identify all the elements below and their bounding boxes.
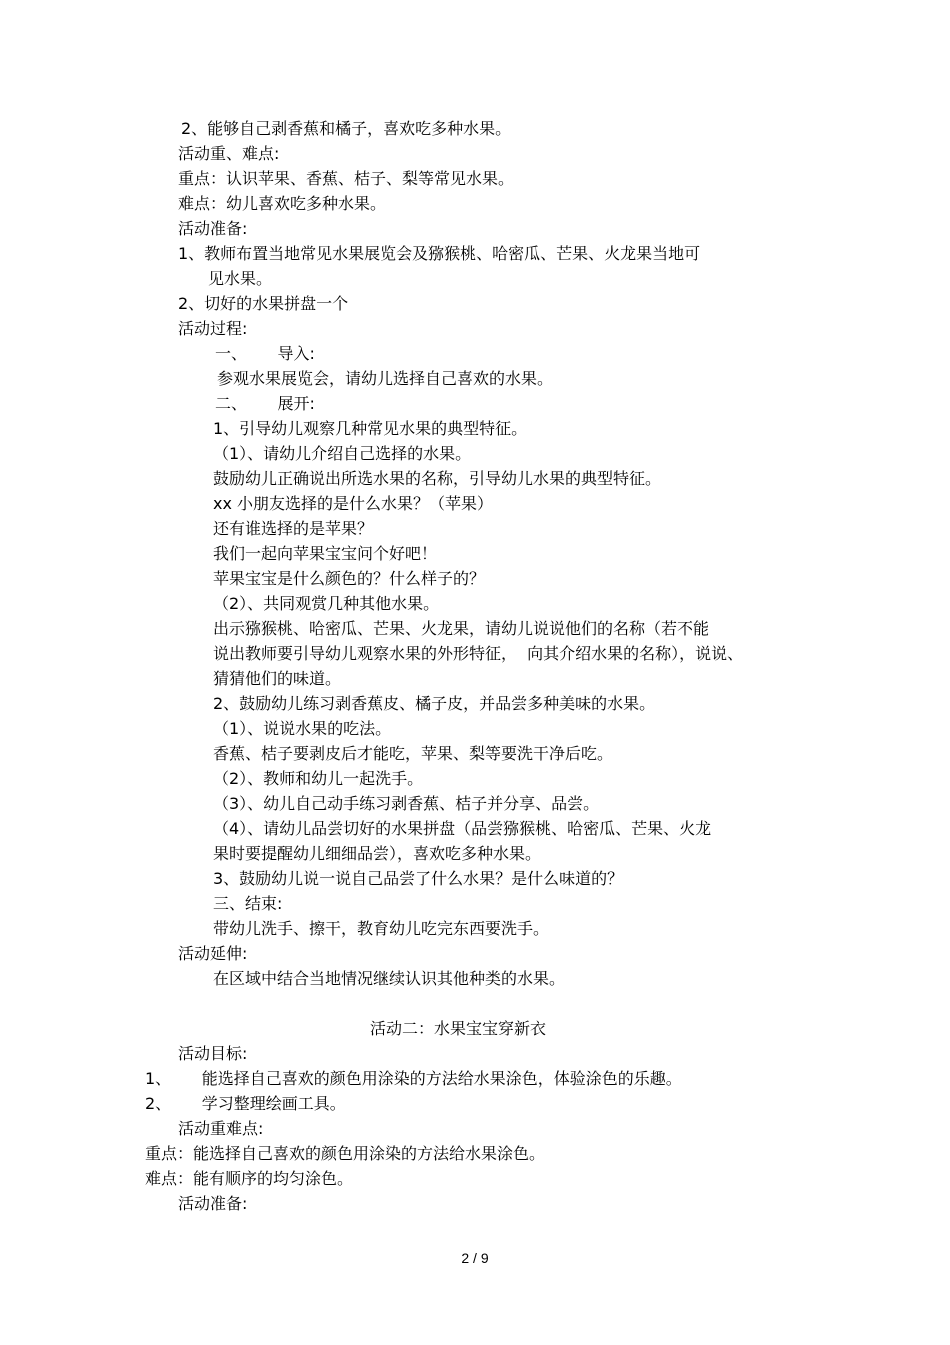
develop-step-2-2: （2）、教师和幼儿一起洗手。 <box>213 769 424 788</box>
section-develop: 二、 展开: <box>215 394 315 413</box>
extension-text: 在区域中结合当地情况继续认识其他种类的水果。 <box>213 969 566 988</box>
prep-line-2: 2、切好的水果拼盘一个 <box>178 294 349 313</box>
page-number: 2 / 9 <box>461 1250 489 1266</box>
prep-line-1-cont: 见水果。 <box>208 269 273 288</box>
heading-process: 活动过程: <box>178 319 248 338</box>
develop-step-1: 1、引导幼儿观察几种常见水果的典型特征。 <box>213 419 528 438</box>
goal-item-2: 2、 学习整理绘画工具。 <box>145 1094 346 1113</box>
heading-preparation-2: 活动准备: <box>178 1194 248 1213</box>
heading-key-points: 活动重、难点: <box>178 144 280 163</box>
develop-step-1-1: （1）、请幼儿介绍自己选择的水果。 <box>213 444 472 463</box>
develop-text-1: 鼓励幼儿正确说出所选水果的名称，引导幼儿水果的典型特征。 <box>213 469 662 488</box>
develop-step-2-4: （4）、请幼儿品尝切好的水果拼盘（品尝猕猴桃、哈密瓜、芒果、火龙 <box>213 819 712 838</box>
develop-step-2-1: （1）、说说水果的吃法。 <box>213 719 392 738</box>
develop-text-4: 我们一起向苹果宝宝问个好吧！ <box>213 544 438 563</box>
heading-goals: 活动目标: <box>178 1044 248 1063</box>
develop-text-9: 香蕉、桔子要剥皮后才能吃，苹果、梨等要洗干净后吃。 <box>213 744 614 763</box>
difficulty-line: 难点：幼儿喜欢吃多种水果。 <box>178 194 387 213</box>
activity-two-title: 活动二：水果宝宝穿新衣 <box>370 1019 547 1038</box>
develop-step-3: 3、鼓励幼儿说一说自己品尝了什么水果？是什么味道的？ <box>213 869 624 888</box>
develop-text-2: xx 小朋友选择的是什么水果？（苹果） <box>213 494 494 513</box>
develop-text-10: 果时要提醒幼儿细细品尝），喜欢吃多种水果。 <box>213 844 542 863</box>
heading-extension: 活动延伸: <box>178 944 248 963</box>
key-point-line: 重点：认识苹果、香蕉、桔子、梨等常见水果。 <box>178 169 515 188</box>
develop-step-1-2: （2）、共同观赏几种其他水果。 <box>213 594 440 613</box>
develop-text-6: 出示猕猴桃、哈密瓜、芒果、火龙果，请幼儿说说他们的名称（若不能 <box>213 619 710 638</box>
goal-line-2: 2、能够自己剥香蕉和橘子，喜欢吃多种水果。 <box>181 119 512 138</box>
develop-text-8: 猜猜他们的味道。 <box>213 669 342 688</box>
intro-text: 参观水果展览会，请幼儿选择自己喜欢的水果。 <box>217 369 554 388</box>
section-intro: 一、 导入: <box>215 344 315 363</box>
develop-step-2: 2、鼓励幼儿练习剥香蕉皮、橘子皮，并品尝多种美味的水果。 <box>213 694 656 713</box>
key-point-2: 重点：能选择自己喜欢的颜色用涂染的方法给水果涂色。 <box>145 1144 546 1163</box>
develop-text-7: 说出教师要引导幼儿观察水果的外形特征， 向其介绍水果的名称），说说、 <box>213 644 744 663</box>
develop-step-2-3: （3）、幼儿自己动手练习剥香蕉、桔子并分享、品尝。 <box>213 794 600 813</box>
prep-line-1: 1、教师布置当地常见水果展览会及猕猴桃、哈密瓜、芒果、火龙果当地可 <box>178 244 701 263</box>
develop-text-3: 还有谁选择的是苹果？ <box>213 519 374 538</box>
heading-key-difficult: 活动重难点: <box>178 1119 264 1138</box>
section-end: 三、结束: <box>213 894 283 913</box>
goal-item-1: 1、 能选择自己喜欢的颜色用涂染的方法给水果涂色，体验涂色的乐趣。 <box>145 1069 682 1088</box>
end-text: 带幼儿洗手、擦干，教育幼儿吃完东西要洗手。 <box>213 919 550 938</box>
develop-text-5: 苹果宝宝是什么颜色的？什么样子的？ <box>213 569 486 588</box>
difficulty-2: 难点：能有顺序的均匀涂色。 <box>145 1169 354 1188</box>
heading-preparation: 活动准备: <box>178 219 248 238</box>
